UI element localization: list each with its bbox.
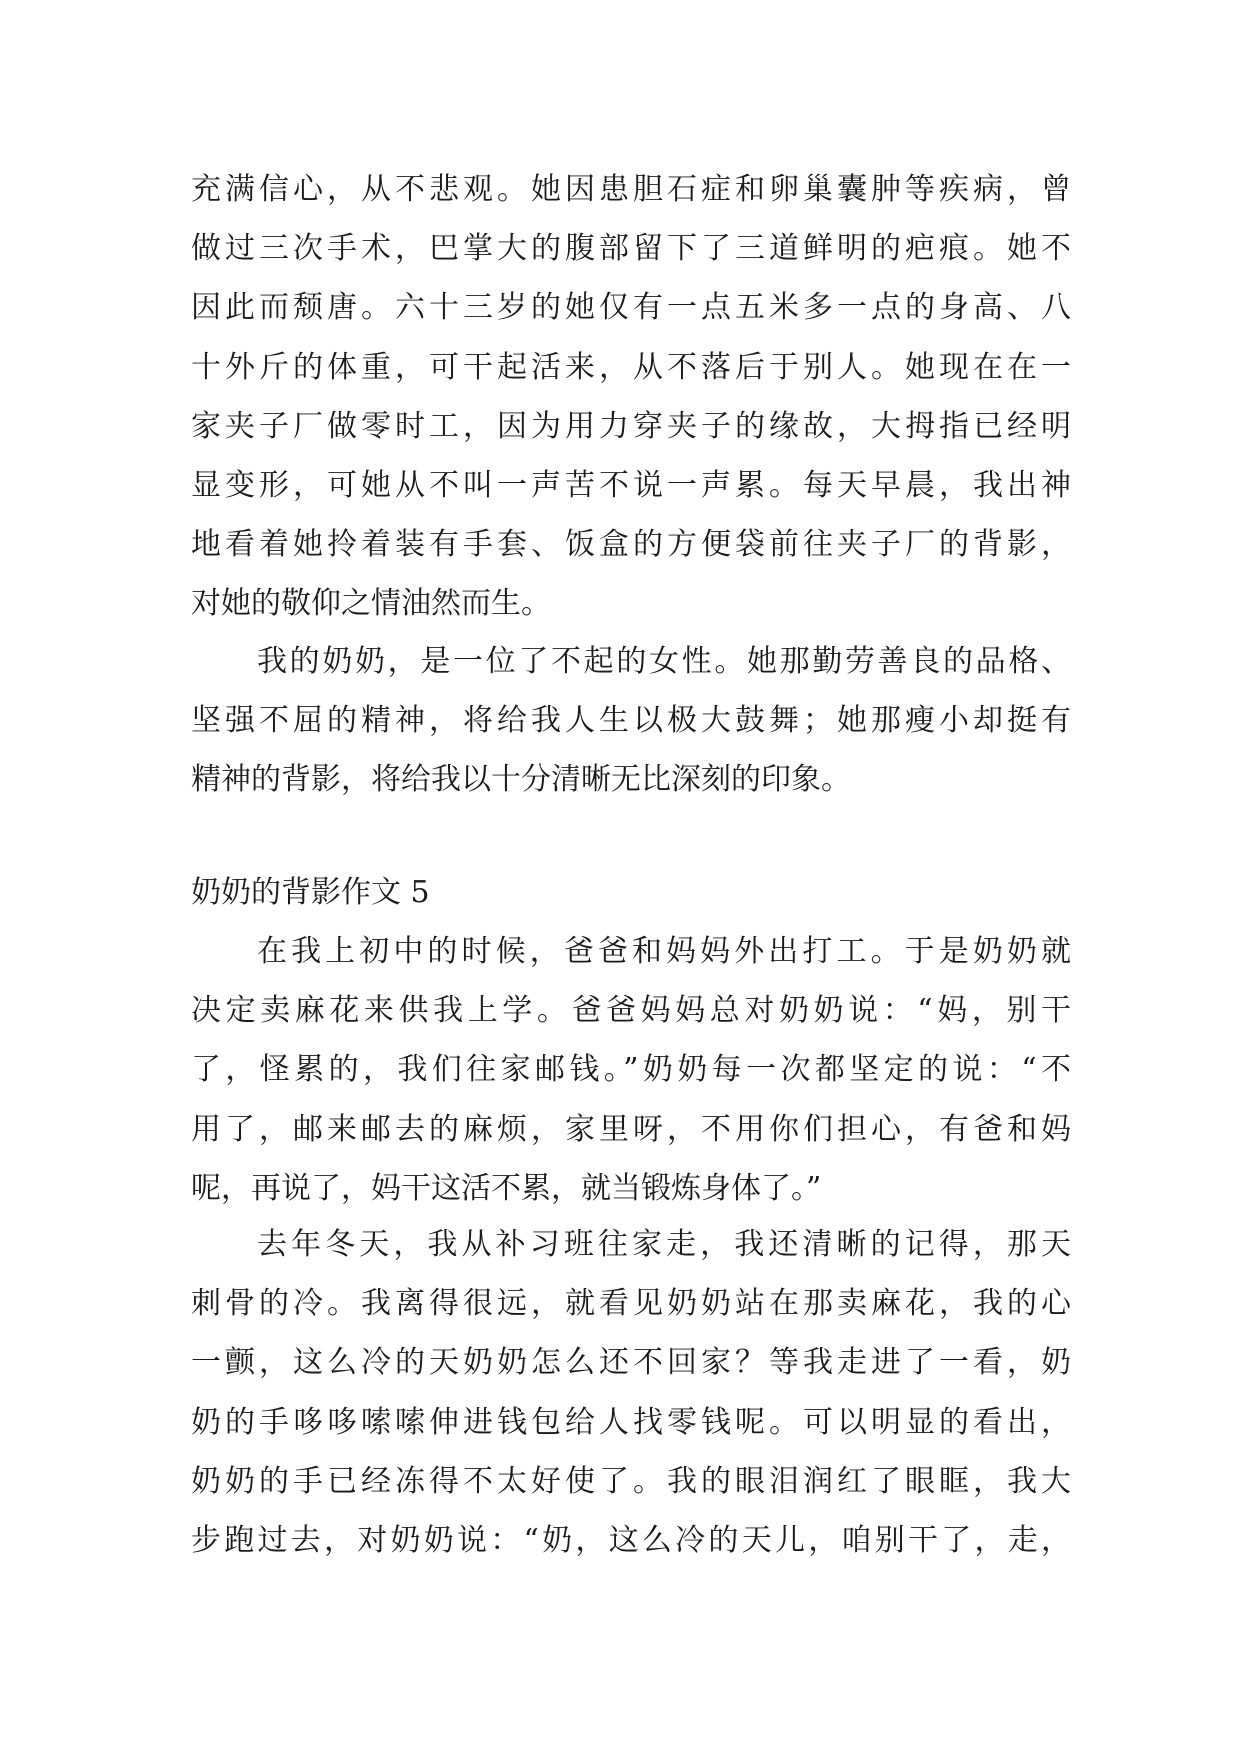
text-line: 因此而颓唐。六十三岁的她仅有一点五米多一点的身高、八 [191, 290, 1071, 326]
text-line: 家夹子厂做零时工，因为用力穿夹子的缘故，大拇指已经明 [191, 408, 1071, 444]
text-line: 用了，邮来邮去的麻烦，家里呀，不用你们担心，有爸和妈 [191, 1111, 1071, 1147]
text-line: 充满信心，从不悲观。她因患胆石症和卵巢囊肿等疾病，曾 [191, 172, 1071, 207]
text-line: 精神的背影，将给我以十分清晰无比深刻的印象。 [191, 762, 851, 798]
essay-heading [191, 863, 1071, 922]
text-line: 我的奶奶，是一位了不起的女性。她那勤劳善良的品格、 [257, 644, 1071, 679]
paragraph-continued [191, 160, 1071, 634]
text-line: 地看着她拎着装有手套、饭盒的方便袋前往夹子厂的背影， [191, 527, 1071, 563]
paragraph-winter [191, 1215, 1071, 1570]
text-line: 一颤，这么冷的天奶奶怎么还不回家？等我走进了一看，奶 [191, 1345, 1071, 1381]
text-line: 奶奶的手已经冻得不太好使了。我的眼泪润红了眼眶，我大 [191, 1463, 1071, 1499]
text-line: 了，怪累的，我们往家邮钱。”奶奶每一次都坚定的说：“不 [191, 1052, 1071, 1088]
paragraph-conclusion [191, 632, 1071, 810]
text-line: 呢，再说了，妈干这活不累，就当锻炼身体了。” [191, 1170, 822, 1206]
text-line: 十外斤的体重，可干起活来，从不落后于别人。她现在在一 [191, 349, 1071, 385]
text-line: 在我上初中的时候，爸爸和妈妈外出打工。于是奶奶就 [257, 934, 1071, 969]
text-line: 刺骨的冷。我离得很远，就看见奶奶站在那卖麻花，我的心 [191, 1286, 1071, 1322]
text-line: 坚强不屈的精神，将给我人生以极大鼓舞；她那瘦小却挺有 [191, 703, 1071, 739]
paragraph-intro [191, 922, 1071, 1218]
text-line: 决定卖麻花来供我上学。爸爸妈妈总对奶奶说：“妈，别干 [191, 993, 1071, 1029]
text-line: 显变形，可她从不叫一声苦不说一声累。每天早晨，我出神 [191, 467, 1071, 503]
text-line: 对她的敬仰之情油然而生。 [191, 586, 551, 622]
text-line: 奶的手哆哆嗦嗦伸进钱包给人找零钱呢。可以明显的看出， [191, 1404, 1071, 1440]
essay-title: 奶奶的背影作文 5 [191, 875, 430, 910]
text-line: 步跑过去，对奶奶说：“奶，这么冷的天儿，咱别干了，走， [191, 1522, 1071, 1558]
text-line: 去年冬天，我从补习班往家走，我还清晰的记得，那天 [257, 1227, 1071, 1262]
text-line: 做过三次手术，巴掌大的腹部留下了三道鲜明的疤痕。她不 [191, 231, 1071, 267]
